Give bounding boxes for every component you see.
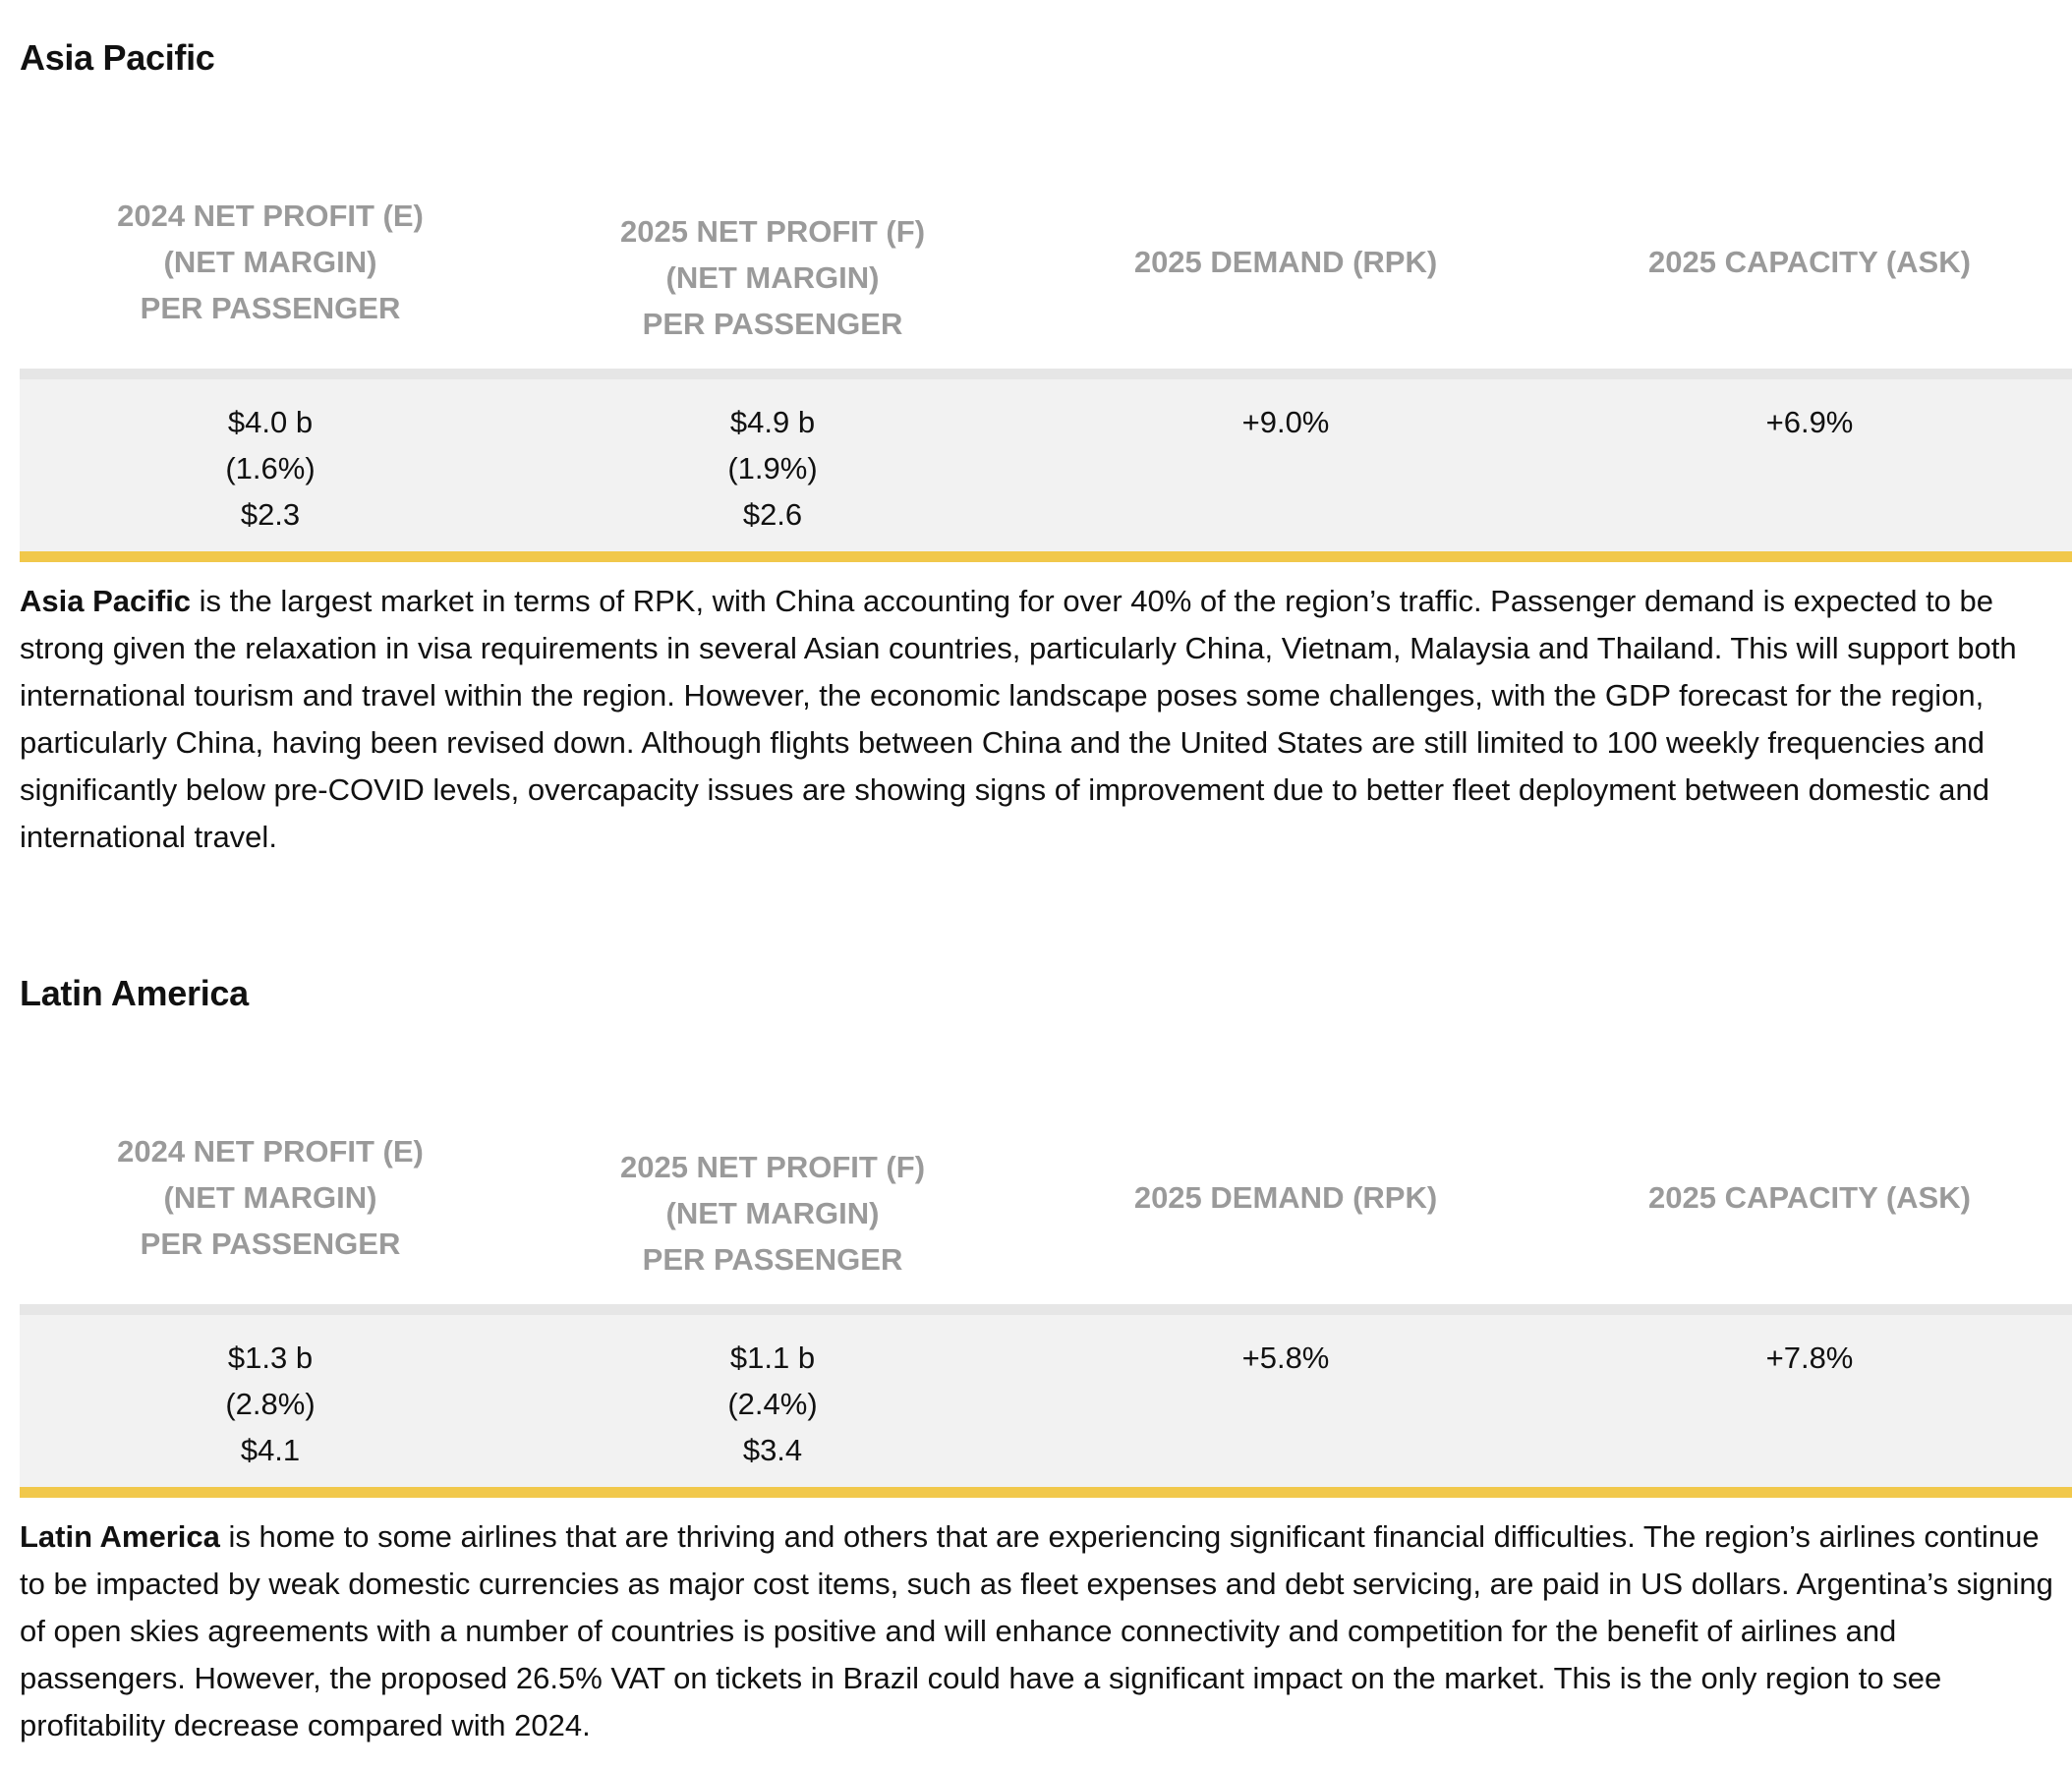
stats-table [20,155,2072,562]
header-2025-net-profit [521,155,1024,374]
header-2024-net-profit [20,1091,521,1310]
value-line: (1.6%) [225,451,316,485]
value-line: +7.8% [1765,1341,1854,1375]
paragraph-body: is home to some airlines that are thriving and others that are experiencing significant financial difficulties. The region’s airlines continue to be impacted by weak domestic currencies as major cost items, such as fleet expenses and debt servicing, are paid in US dollars. Argentina’s signing of open skies agreements with a number of countries is positive and will enhance connectivity and competition for the benefit of airlines and passengers. However, the proposed 26.5% VAT on tickets in Brazil could have a significant impact on the market. This is the only region to see profitability decrease compared with 2024. [20,1519,2053,1742]
value-line: $1.3 b [227,1341,314,1375]
value-line: (1.9%) [727,451,818,485]
header-2025-demand [1024,155,1547,374]
header-line: 2025 NET PROFIT (F) [619,214,926,249]
value-line: $2.6 [742,497,803,532]
header-line: PER PASSENGER [140,1227,401,1261]
value-2025-net-profit [521,374,1024,557]
header-2025-capacity [1547,1091,2072,1310]
header-line: 2025 NET PROFIT (F) [619,1150,926,1184]
table-header-row [20,1091,2072,1310]
value-2025-capacity [1547,374,2072,557]
header-line: 2025 CAPACITY (ASK) [1648,1180,1971,1215]
header-line: PER PASSENGER [642,307,903,341]
section-paragraph [20,1513,2064,1749]
value-2024-net-profit [20,1310,521,1493]
header-line: (NET MARGIN) [163,245,377,279]
header-line: 2024 NET PROFIT (E) [117,199,424,233]
header-2025-demand [1024,1091,1547,1310]
header-line: PER PASSENGER [140,291,401,325]
value-line: $4.9 b [729,405,816,439]
stats-table [20,1091,2072,1498]
paragraph-body: is the largest market in terms of RPK, with China accounting for over 40% of the region’s traffic. Passenger demand is expected to be strong given the relaxation in visa requirements in several Asian countries, particularly China, Vietnam, Malaysia and Thailand. This will support both international tourism and travel within the region. However, the economic landscape poses some challenges, with the GDP forecast for the region, particularly China, having been revised down. Although flights between China and the United States are still limited to 100 weekly frequencies and significantly below pre-COVID levels, overcapacity issues are showing signs of improvement due to better fleet deployment between domestic and international travel. [20,584,2017,854]
header-line: 2025 DEMAND (RPK) [1133,245,1438,279]
value-2025-net-profit [521,1310,1024,1493]
value-line: +6.9% [1765,405,1854,439]
header-line: PER PASSENGER [642,1242,903,1277]
value-line: (2.4%) [727,1387,818,1421]
header-2025-capacity [1547,155,2072,374]
value-line: +9.0% [1241,405,1330,439]
table-row [20,1310,2072,1493]
value-line: (2.8%) [225,1387,316,1421]
section-title: Asia Pacific [20,37,215,78]
paragraph-lead: Asia Pacific [20,584,192,618]
value-line: $4.0 b [227,405,314,439]
value-line: +5.8% [1241,1341,1330,1375]
header-2024-net-profit [20,155,521,374]
table-row [20,374,2072,557]
header-2025-net-profit [521,1091,1024,1310]
header-line: 2024 NET PROFIT (E) [117,1134,424,1169]
section-title: Latin America [20,973,249,1013]
value-line: $4.1 [240,1433,301,1467]
table-header-row [20,155,2072,374]
header-line: 2025 CAPACITY (ASK) [1648,245,1971,279]
value-line: $3.4 [742,1433,803,1467]
value-2025-capacity [1547,1310,2072,1493]
header-line: 2025 DEMAND (RPK) [1133,1180,1438,1215]
header-line: (NET MARGIN) [665,260,880,295]
value-line: $1.1 b [729,1341,816,1375]
value-2024-net-profit [20,374,521,557]
value-line: $2.3 [240,497,301,532]
header-line: (NET MARGIN) [163,1180,377,1215]
section-paragraph [20,578,2064,861]
header-line: (NET MARGIN) [665,1196,880,1230]
value-2025-demand [1024,1310,1547,1493]
paragraph-lead: Latin America [20,1519,220,1554]
value-2025-demand [1024,374,1547,557]
